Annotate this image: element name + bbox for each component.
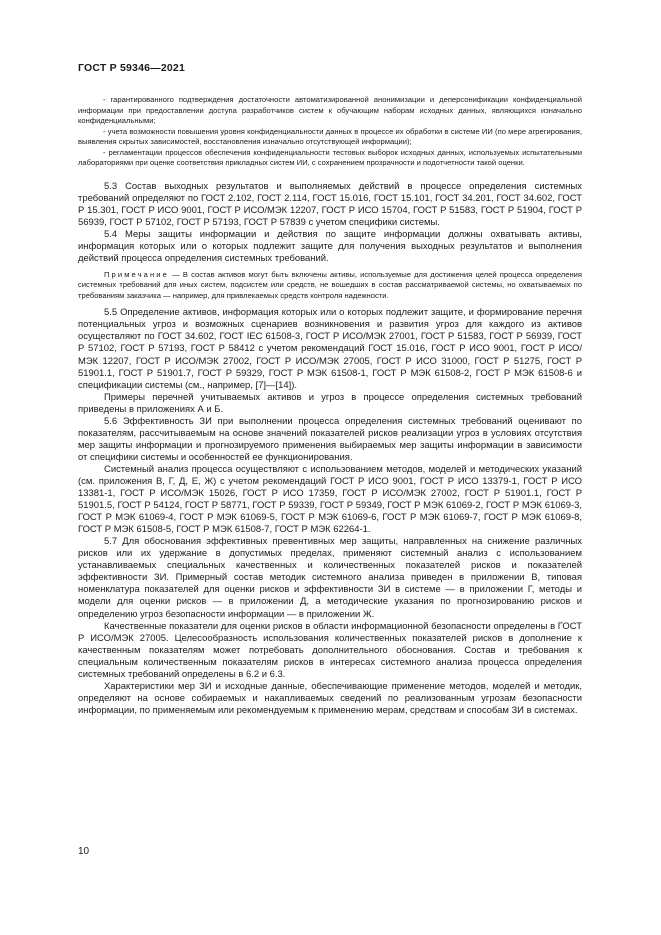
page-number: 10 [78,846,90,857]
paragraph-characteristics: Характеристики мер ЗИ и исходные данные, обеспечивающие применение методов, моделей и методик, определяют на основе собираемых и накапливаемых сведений по реализованным угрозам безопасности информации, по применяемым или рекомендуемым к применению мерам, средствам и способам ЗИ в системах. [78,680,582,716]
page-content [78,95,582,717]
note-text: — В состав активов могут быть включены активы, используемые для достижения целей процесса определения системных требований для иных систем, подсистем или средств, не вошедших в состав рассматриваемой системы, но охватываемых по требованиям заказчика — например, для привлекаемых средств контроля надежности. [78,269,582,300]
main-text [78,181,582,717]
list-item: - учета возможности повышения уровня конфиденциальности данных в процессе их обработки в системе ИИ (по мере агрегирования, выявления скрытых зависимостей, восстановления изначально отсутствующей информации); [78,126,582,146]
document-code: ГОСТ Р 59346—2021 [78,62,186,74]
paragraph-system-analysis: Системный анализ процесса осуществляют с использованием методов, моделей и методических указаний (см. приложения В, Г, Д, Е, Ж) с учетом рекомендаций ГОСТ Р ИСО 9001, ГОСТ Р ИСО 13379-1, ГОСТ Р ИСО 13381-1, ГОСТ Р ИСО/МЭК 15026, ГОСТ Р ИСО 17359, ГОСТ Р ИСО/МЭК 27002, ГОСТ Р 51901.1, ГОСТ Р 51901.5, ГОСТ Р 54124, ГОСТ Р 58771, ГОСТ Р 59339, ГОСТ Р 59349, ГОСТ Р МЭК 61069-2, ГОСТ Р МЭК 61069-3, ГОСТ Р МЭК 61069-4, ГОСТ Р МЭК 61069-5, ГОСТ Р МЭК 61069-6, ГОСТ Р МЭК 61069-7, ГОСТ Р МЭК 61069-8, ГОСТ Р МЭК 61508-5, ГОСТ Р МЭК 61508-7, ГОСТ Р МЭК 62264-1. [78,463,582,536]
bullet-list [78,95,582,169]
list-item: - гарантированного подтверждения достаточности автоматизированной анонимизации и деперсонификации конфиденциальной информации при предоставлении доступа разработчиков систем к обучающим наборам исходных данных, являющихся изначально конфиденциальными; [78,95,582,125]
list-item: - регламентации процессов обеспечения конфиденциальности тестовых выборок исходных данных, используемых испытательными лабораториями при оценке соответствия прикладных систем ИИ, с сохранением прозрачности и подотчетности такой оценки. [78,147,582,167]
note-label: Примечание [104,269,169,279]
paragraph-5-7: 5.7 Для обоснования эффективных превентивных мер защиты, направленных на снижение различных рисков или их удержание в допустимых пределах, применяют системный анализ с использованием устанавливаемых специальных качественных и количественных показателей рисков и показателей эффективности ЗИ. Примерный состав методик системного анализа приведен в приложении В, типовая номенклатура показателей для оценки рисков и эффективности ЗИ в системе — в приложении Г, методы и модели для оценки рисков — в приложении Д, а методические указания по прогнозированию рисков и определению угроз безопасности информации — в приложении Ж. [78,536,582,620]
paragraph-examples: Примеры перечней учитываемых активов и угроз в процессе определения системных требований приведены в приложениях А и Б. [78,391,582,415]
paragraph-5-6: 5.6 Эффективность ЗИ при выполнении процесса определения системных требований оценивают по показателям, рассчитываемым на основе значений показателей рисков реализации угроз в условиях отсутствия мер защиты информации и прогнозируемого применения выбираемых мер защиты информации в зависимости от специфики системы и особенностей ее функционирования. [78,415,582,463]
paragraph-quality-indicators: Качественные показатели для оценки рисков в области информационной безопасности определены в ГОСТ Р ИСО/МЭК 27005. Целесообразность использования количественных показателей рисков в дополнение к качественным показателям может потребовать дополнительного обоснования. Состав и требования к специальным количественным показателям рисков в интересах системного анализа процесса определения системных требований определены в 6.2 и 6.3. [78,620,582,680]
paragraph-5-3: 5.3 Состав выходных результатов и выполняемых действий в процессе определения системных требований определяют по ГОСТ 2.102, ГОСТ 2.114, ГОСТ 15.016, ГОСТ 15.101, ГОСТ 34.201, ГОСТ 34.602, ГОСТ Р 15.301, ГОСТ Р ИСО 9001, ГОСТ Р ИСО/МЭК 12207, ГОСТ Р ИСО 15704, ГОСТ Р 51583, ГОСТ Р 51904, ГОСТ Р 56939, ГОСТ Р 57102, ГОСТ Р 57193, ГОСТ Р 57839 с учетом специфики системы. [78,180,582,228]
paragraph-5-5: 5.5 Определение активов, информация которых или о которых подлежит защите, и формирование перечня потенциальных угроз и возможных сценариев возникновения и развития угроз для каждого из активов осуществляют по ГОСТ 34.602, ГОСТ IEC 61508-3, ГОСТ Р ИСО/МЭК 27001, ГОСТ Р 51583, ГОСТ Р 56939, ГОСТ Р 57102, ГОСТ Р 57193, ГОСТ Р 58412 с учетом рекомендаций ГОСТ 15.016, ГОСТ Р ИСО 9001, ГОСТ Р ИСО/МЭК 12207, ГОСТ Р ИСО/МЭК 27002, ГОСТ Р ИСО/МЭК 27005, ГОСТ Р ИСО 31000, ГОСТ Р 51275, ГОСТ Р 51901.1, ГОСТ Р 51901.7, ГОСТ Р 59329, ГОСТ Р МЭК 61508-1, ГОСТ Р МЭК 61508-2, ГОСТ Р МЭК 61508-6 и спецификации системы (см., например, [7]—[14]). [78,307,582,391]
paragraph-5-4: 5.4 Меры защиты информации и действия по защите информации должны охватывать активы, информация которых или о которых подлежит защите для получения выходных результатов и выполнения действий процесса определения системных требований. [78,228,582,264]
note [78,270,582,302]
